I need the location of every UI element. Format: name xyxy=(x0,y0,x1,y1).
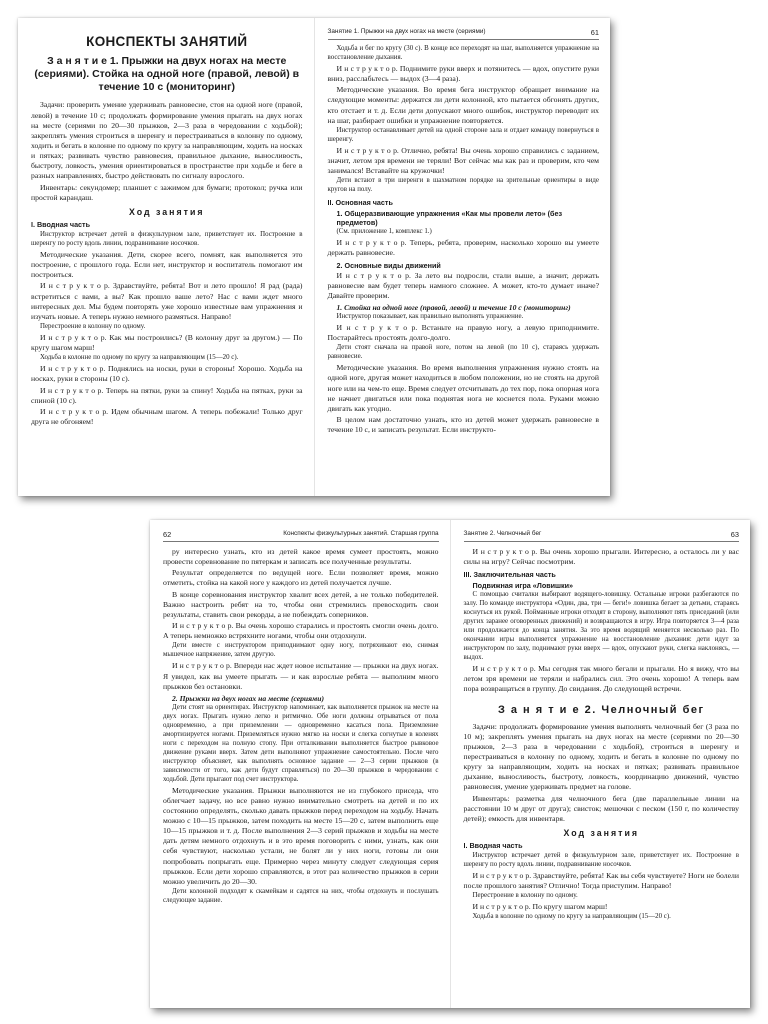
paragraph: Перестроение в колонну по одному. xyxy=(472,892,578,900)
paragraph: Инструктор встречает детей в физкультурном зале, приветствует их. Построение в шеренгу по росту вдоль линии, подравнивание носочков. xyxy=(463,852,739,869)
page-right xyxy=(450,520,751,1008)
paragraph: Инвентарь: секундомер; планшет с зажимом для бумаги; протокол; ручка или простой карандаш. xyxy=(31,182,303,202)
paragraph: И н с т р у к т о р. Как мы построились? (В колонну друг за другом.) — По кругу шагом марш! xyxy=(31,332,303,353)
page-number: 62 xyxy=(163,530,172,539)
paragraph: Методические указания. Дети, скорее всего, помнят, как выполняется это построение, с прошлого года. Если нет, инструктор и воспитатель помогают им построиться. xyxy=(31,249,303,280)
lesson-title: З а н я т и е 1. Прыжки на двух ногах на месте (сериями). Стойка на одной ноге (правой, левой) в течение 10 с (мониторинг) xyxy=(34,55,300,94)
paragraph: И н с т р у к т о р. Здравствуйте, ребята! Вот и лето прошло! Я рад (рада) встретиться с вами, а вы? Как прошло ваше лето? Нас с вами ждет много интересных дел. Мы будем повторять уже хорошо известные вам упражнения и изучать новые. А теперь нужно немного размяться. Направо! xyxy=(31,281,303,321)
paragraph: Дети встают в три шеренги в шахматном порядке на зрительные ориентиры в виде кругов на полу. xyxy=(327,177,599,194)
lesson-title: З а н я т и е 2. Челночный бег xyxy=(497,703,705,716)
header-title: Занятие 2. Челночный бег xyxy=(463,530,542,537)
paragraph: В конце соревнования инструктор хвалит всех детей, а не только победителей. Важно настроить ребят на то, чтобы они стремились превосходить свои результаты, ставить свои рекорды, а не побеждать соперников. xyxy=(163,589,439,619)
paragraph: И н с т р у к т о р. Здравствуйте, ребята! Как вы себя чувствуете? Ноги не болели после прошлого занятия? Отлично! Тогда приступим. Направо! xyxy=(463,871,739,891)
header-title: Занятие 1. Прыжки на двух ногах на месте (сериями) xyxy=(327,28,486,35)
paragraph: Дети стоят сначала на правой ноге, потом на левой (по 10 с), стараясь удержать равновесие. xyxy=(327,344,599,361)
subheading: 1. Стойка на одной ноге (правой, левой) и течение 10 с (мониторинг) xyxy=(336,302,571,312)
page-left xyxy=(150,520,450,1008)
paragraph: ру интересно узнать, кто из детей какое время сумеет простоять, можно провести соревнование по пятеркам и записать все полученные результаты. xyxy=(163,547,439,567)
chapter-title: КОНСПЕКТЫ ЗАНЯТИЙ xyxy=(86,34,248,49)
paragraph: Инструктор останавливает детей на одной стороне зала и отдает команду повернуться в шеренгу. xyxy=(327,126,599,143)
subheading: Подвижная игра «Ловишки» xyxy=(472,581,574,591)
paragraph: (См. приложение 1, комплекс 1.) xyxy=(336,228,432,236)
page-number: 63 xyxy=(730,530,739,539)
subheading: 2. Основные виды движений xyxy=(336,260,441,270)
paragraph: И н с т р у к т о р. Мы сегодня так много бегали и прыгали. Но я вижу, что вы летом зря времени не теряли и набрались сил. Это очень хорошо! А теперь вам пора возвращаться в группу. До свидания. До следующей встречи. xyxy=(463,664,739,694)
paragraph: И н с т р у к т о р. Отлично, ребята! Вы очень хорошо справились с заданием, значит, летом зря времени не теряли! Вот сейчас мы как раз и проверим, кто чем занимался! Вставайте на кружочки! xyxy=(327,145,599,176)
paragraph: Ходьба в колонне по одному по кругу за направляющим (15—20 с). xyxy=(472,913,671,921)
paragraph: И н с т р у к т о р. Впереди нас ждет новое испытание — прыжки на двух ногах. Я увидел, как вы умеете прыгать — и как взрослые ребята — выполним много прыжков без остановки. xyxy=(163,661,439,691)
paragraph: Задачи: проверить умение удерживать равновесие, стоя на одной ноге (правой, левой) в течение 10 с; продолжать формирование умения прыгать на двух ногах на месте (сериями по 20—30 прыжков, 2—3 раза в чередовании с ходьбой); закреплять умения строиться в шеренгу и перестраиваться в колонну по одному, ходить и бегать в колонне по одному по кругу за направляющим, ходить на носках и пятках; развивать чувство равновесия, правильное дыхание, выносливость, быстроту, ловкость, умения ориентироваться в пространстве при ходьбе и беге в разных направлениях, быстро действовать по сигналу взрослого. xyxy=(31,100,303,181)
paragraph: Методические указания. Во время бега инструктор обращает внимание на следующие моменты: держатся ли дети колонной, кто пытается обгонять других, кто отстает и т. д. Если дети допускают много ошибок, инструктор переводит их на шаг, разбирает ошибки и упражнение повторяется. xyxy=(327,85,599,125)
paragraph: Методические указания. Во время выполнения упражнения нужно стоять на одной ноге, другая может находиться в любом положении, но не стоять на другой ноге или на чем-то еще. Время следует отсчитывать до тех пор, пока опорная нога не начнет двигаться или пока поднятая нога не коснется пола. Руками можно двигать как угодно. xyxy=(327,363,599,413)
page-right xyxy=(314,18,611,496)
paragraph: Ходьба и бег по кругу (30 с). В конце все переходят на шаг, выполняется упражнение на восстановление дыхания. xyxy=(327,45,599,61)
header-title: Конспекты физкультурных занятий. Старшая группа xyxy=(283,530,439,537)
paragraph: И н с т р у к т о р. Вы очень хорошо прыгали. Интересно, а осталось ли у вас силы на игру? Сейчас посмотрим. xyxy=(463,547,739,567)
running-header xyxy=(163,530,439,542)
paragraph: С помощью считалки выбирают водящего-ловишку. Остальные игроки разбегаются по залу. По команде инструктора «Один, два, три — беги!» ловишка бегает за детьми, стараясь коснуться их рукой. Пойманные игроки отходят в сторону, выполняют пять приседаний (или других заранее оговоренных движений) и возвращаются в игру. Игра повторяется 3—4 раза или продолжается до конца занятия. За это время водящий меняется несколько раз. По окончании игры выполняется упражнение на восстановление дыхания: дети идут за инструктором по залу, поднимают руки вверх — вдох, опускают руки, слегка наклонясь, — выдох. xyxy=(463,591,739,662)
paragraph: И н с т р у к т о р. Идем обычным шагом. А теперь побежали! Только друг друга не обгоняем! xyxy=(31,406,303,426)
page-number: 61 xyxy=(590,28,599,37)
part-heading: II. Основная часть xyxy=(327,198,393,208)
paragraph: И н с т р у к т о р. Встаньте на правую ногу, а левую приподнимите. Постарайтесь простоять долго-долго. xyxy=(327,322,599,343)
paragraph: И н с т р у к т о р. Поднимите руки вверх и потянитесь — вдох, опустите руки вниз, расслабьтесь — выдох (3—4 раза). xyxy=(327,63,599,84)
paragraph: Методические указания. Прыжки выполняются не из глубокого приседа, что облегчает задачу, но все равно нужно внимательно смотреть на детей и по их состоянию определять, сколько давать прыжков перед переходом на ходьбу. Начать можно с 10—15 прыжков, затем походить на месте 15—20 с, затем выполнить еще 10—15 прыжков и т. д. После выполнения 2—3 серий прыжков и ходьбы на месте дать детям немного отдохнуть и в это время поговорить с ними, узнать, как они себя чувствуют, насколько устали, не болят ли у них ноги, готовы ли они попробовать попрыгать еще. Примерно через минуту следует следующая серия прыжков. Если дети хорошо справляются, в этот раз количество прыжков в серии можно увеличить до 20—30. xyxy=(163,785,439,886)
paragraph: Инструктор показывает, как правильно выполнять упражнение. xyxy=(336,312,524,320)
paragraph: И н с т р у к т о р. Теперь, ребята, проверим, насколько хорошо вы умеете держать равновесие. xyxy=(327,238,599,258)
book-spread-top xyxy=(18,18,610,496)
paragraph: Результат определяется по ведущей ноге. Если позволяет время, можно отметить, стойка на какой ноге у каждого из детей получается лучше. xyxy=(163,568,439,588)
paragraph: И н с т р у к т о р. По кругу шагом марш! xyxy=(472,902,608,912)
paragraph: Дети вместе с инструктором приподнимают одну ногу, потряхивают ею, снимая мышечное напряжение, затем другую. xyxy=(163,642,439,659)
subheading: 2. Прыжки на двух ногах на месте (сериями) xyxy=(172,693,324,703)
running-header xyxy=(464,530,740,542)
section-heading: Ход занятия xyxy=(563,828,639,839)
paragraph: Дети колонной подходят к скамейкам и садятся на них, чтобы отдохнуть и послушать следующее задание. xyxy=(163,888,439,905)
paragraph: И н с т р у к т о р. За лето вы подросли, стали выше, а значит, держать равновесие вам будет теперь намного сложнее. А может, кто-то думает иначе? Давайте проверим. xyxy=(327,270,599,300)
part-heading: I. Вводная часть xyxy=(463,841,523,851)
page-left xyxy=(18,18,314,496)
paragraph: И н с т р у к т о р. Вы очень хорошо старались и простоять смогли очень долго. А теперь немножко встряхните ногами, чтобы они отдохнули. xyxy=(163,621,439,641)
paragraph: Дети стоят на ориентирах. Инструктор напоминает, как выполняется прыжок на месте на двух ногах. Прыгать нужно легко и ритмично. Обе ноги должны отрываться от пола одновременно, а при приземлении — одновременно касаться пола. Приземление амортизируется ногами. Приземляться нужно мягко на носки и слегка согнутые в коленях ноги с переходом на полную стопу. При отталкивании выполняется быстрое рывковое движение руками вверх. Затем дети выполняют упражнение самостоятельно. После чего инструктор объясняет, как выполнять основное задание — 2—3 серии прыжков (в зависимости от того, как дети будут справляться) по 20—30 прыжков в чередовании с ходьбой. Дети прыгают под счет инструктора. xyxy=(163,703,439,783)
part-heading: III. Заключительная часть xyxy=(463,570,556,580)
paragraph: Инвентарь: разметка для челночного бега (две параллельные линии на расстоянии 10 м друг от друга); свисток; мешочки с песком (150 г, по количеству детей); емкость для инвентаря. xyxy=(463,793,739,823)
section-heading: Ход занятия xyxy=(129,206,205,217)
paragraph: И н с т р у к т о р. Поднялись на носки, руки в стороны! Хорошо. Ходьба на носках, руки в стороны (10 с). xyxy=(31,364,303,384)
paragraph: В целом нам достаточно узнать, кто из детей может удержать равновесие в течение 10 с, и записать результат. Если инструкто- xyxy=(327,414,599,435)
paragraph: Задачи: продолжать формирование умения выполнять челночный бег (3 раза по 10 м); закреплять умения прыгать на двух ногах на месте (сериями по 20—30 прыжков, 2—3 раза в чередовании с ходьбой), строиться в шеренгу и перестраиваться в колонну по одному, ходить и бегать в колонне по одному по кругу за направляющим, ходить на носках и пятках; развивать правильное дыхание, выносливость, быстроту, ловкость, координацию движений, чувство равновесия, умение удерживать предмет на голове. xyxy=(463,721,739,792)
paragraph: Инструктор встречает детей в физкультурном зале, приветствует их. Построение в шеренгу по росту вдоль линии, подравнивание носочков. xyxy=(31,230,303,247)
book-spread-bottom xyxy=(150,520,750,1008)
subheading: 1. Общеразвивающие упражнения «Как мы провели лето» (без предметов) xyxy=(336,209,563,228)
paragraph: Ходьба в колонне по одному по кругу за направляющим (15—20 с). xyxy=(40,354,239,362)
running-header xyxy=(328,28,600,40)
part-heading: I. Вводная часть xyxy=(31,219,90,229)
paragraph: Перестроение в колонну по одному. xyxy=(40,322,146,330)
paragraph: И н с т р у к т о р. Теперь на пятки, руки за спину! Ходьба на пятках, руки за спиной (10 с). xyxy=(31,385,303,405)
